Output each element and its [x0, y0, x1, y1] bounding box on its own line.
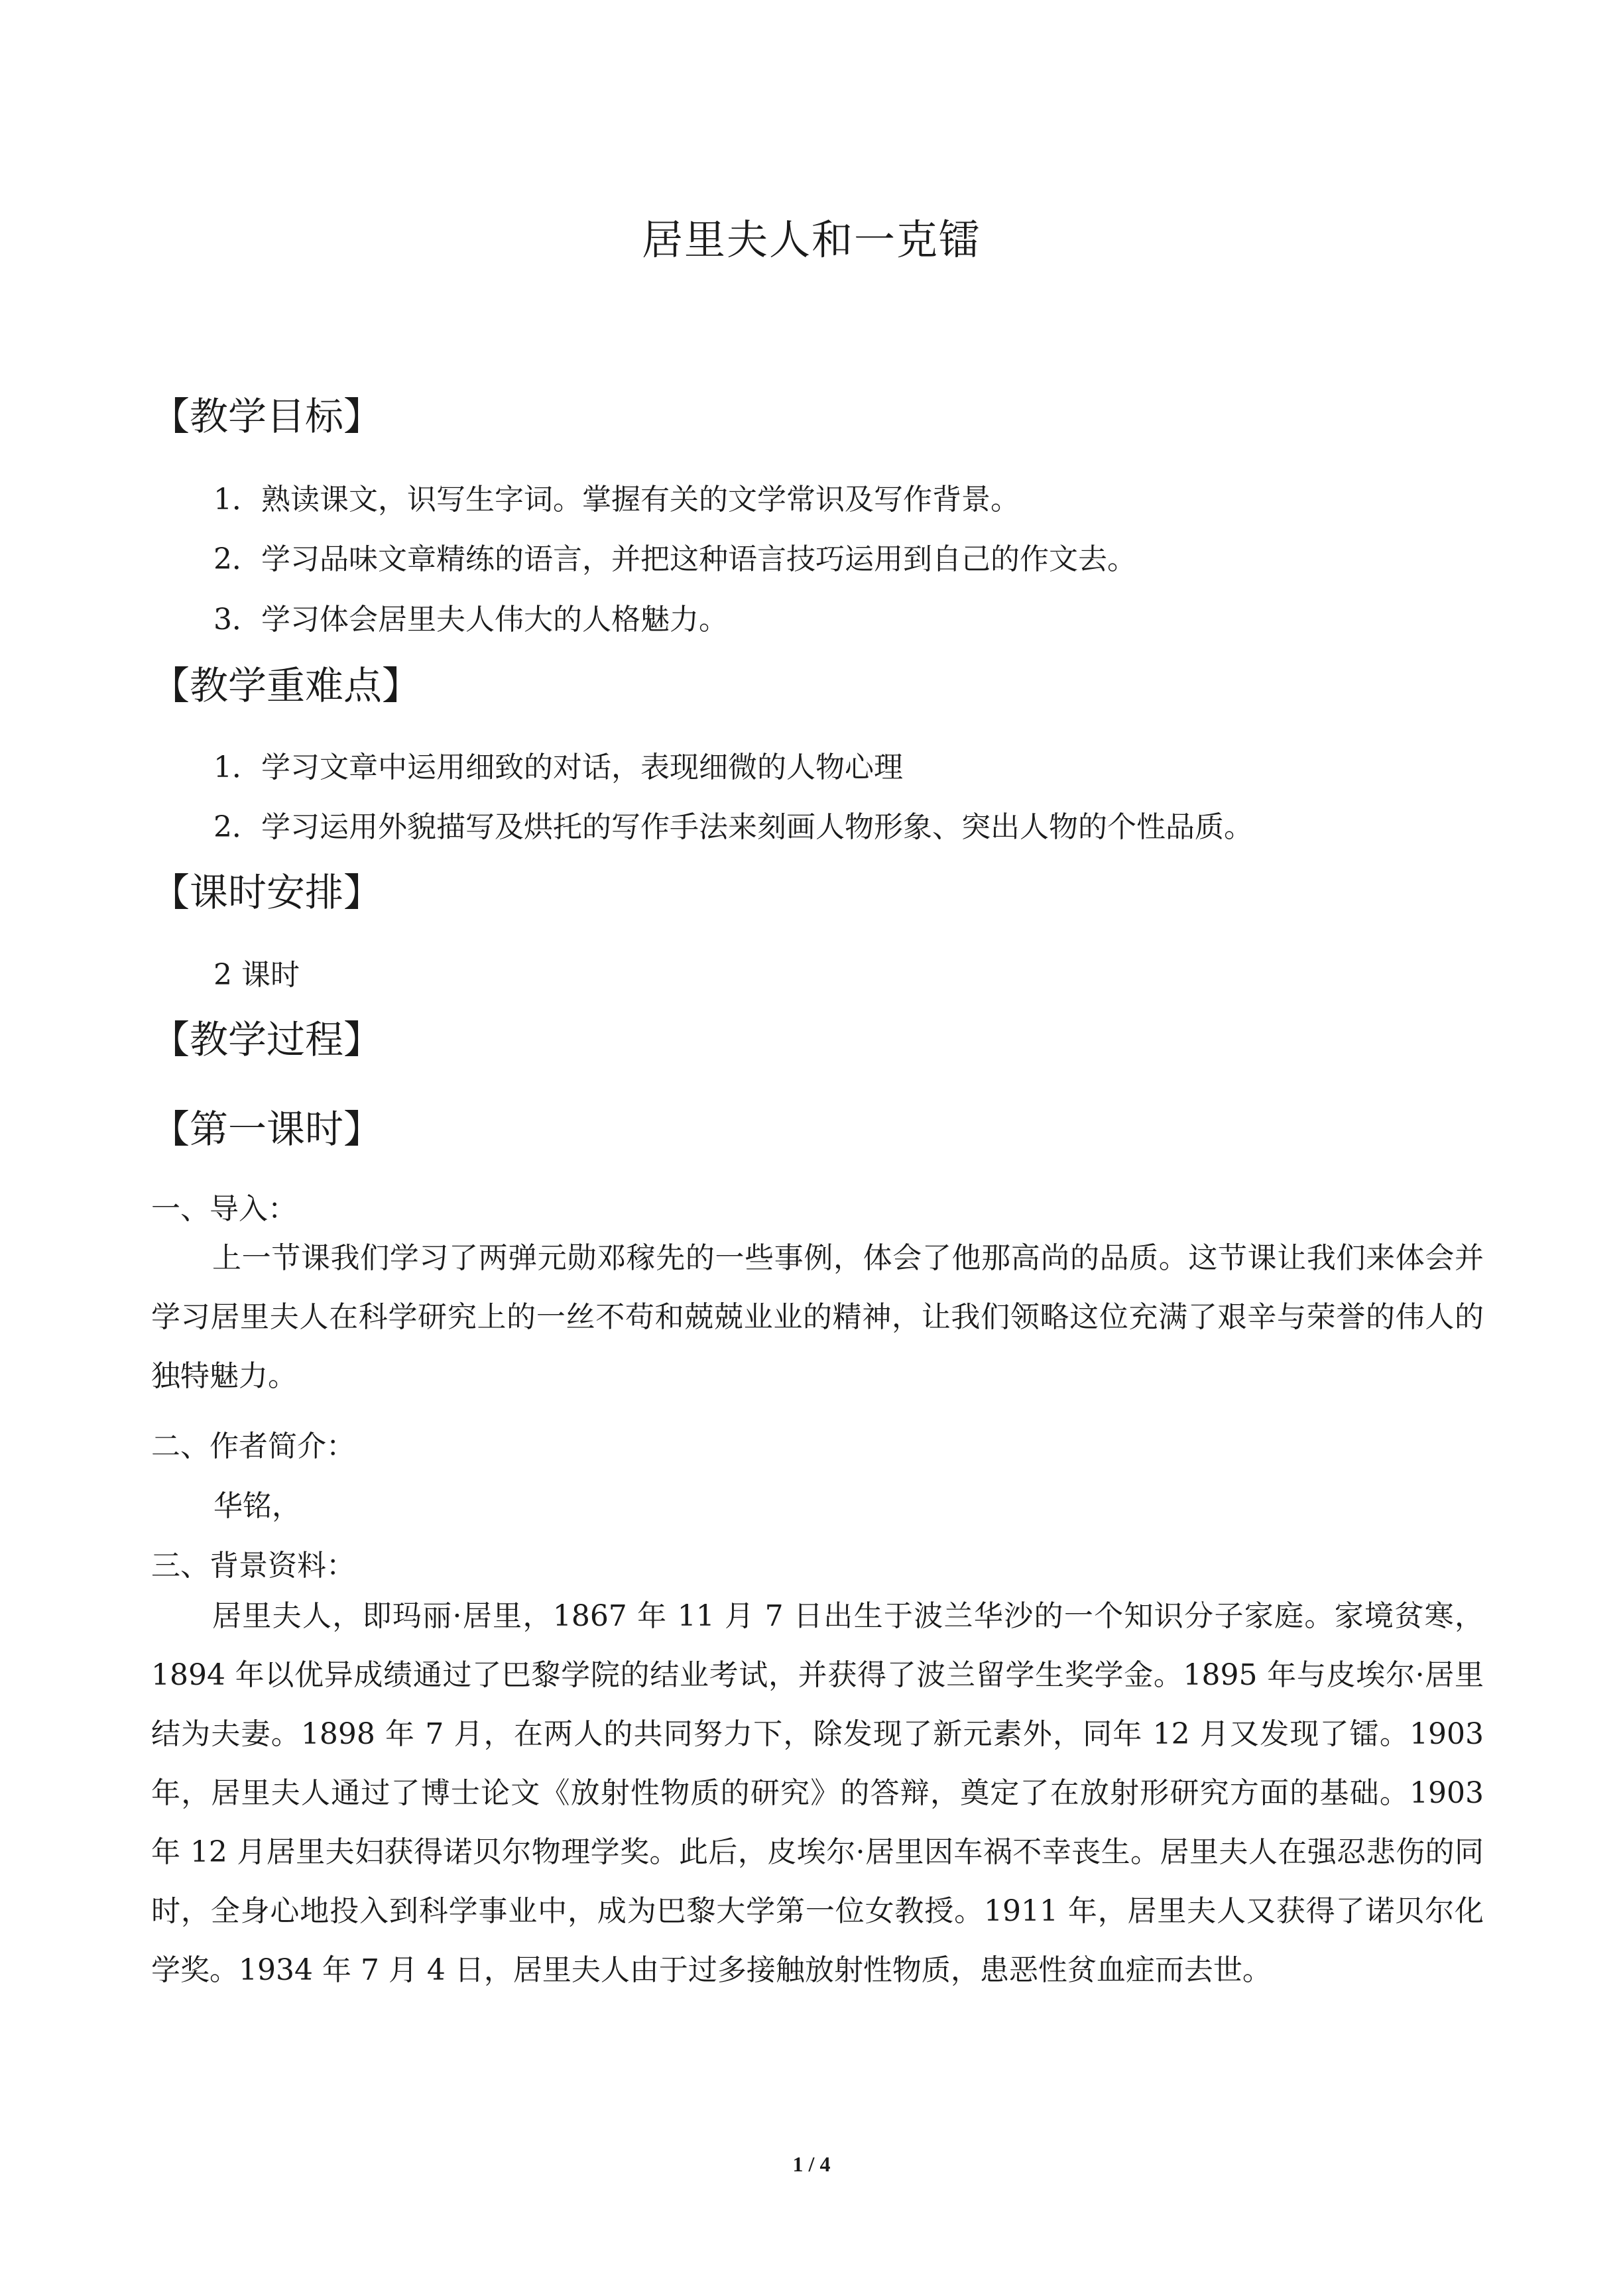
- background-label: 三、背景资料：: [151, 1549, 355, 1583]
- document-title: 居里夫人和一克镭: [641, 215, 981, 264]
- page-number: 1 / 4: [792, 2152, 831, 2176]
- keypoint-item-2: 2．学习运用外貌描写及烘托的写作手法来刻画人物形象、突出人物的个性品质。: [213, 810, 1253, 844]
- schedule-heading: 【课时安排】: [151, 870, 383, 915]
- objective-item-3: 3．学习体会居里夫人伟大的人格魅力。: [213, 603, 728, 636]
- intro-label: 一、导入：: [151, 1192, 297, 1226]
- author-text: 华铭，: [213, 1489, 301, 1523]
- lesson1-heading: 【第一课时】: [151, 1107, 383, 1152]
- background-paragraph: 居里夫人，即玛丽·居里，1867 年 11 月 7 日出生于波兰华沙的一个知识分子家庭。家境贫寒，1894 年以优异成绩通过了巴黎学院的结业考试，并获得了波兰留学生奖学金。1895 年与皮埃尔·居里结为夫妻。1898 年 7 月，在两人的共同努力下，除发现了新元素外，同年 12 月又发现了镭。1903 年，居里夫人通过了博士论文《放射性物质的研究》的答辩，奠定了在放射形研究方面的基础。1903 年 12 月居里夫妇获得诺贝尔物理学奖。此后，皮埃尔·居里因车祸不幸丧生。居里夫人在强忍悲伤的同时，全身心地投入到科学事业中，成为巴黎大学第一位女教授。1911 年，居里夫人又获得了诺贝尔化学奖。1934 年 7 月 4 日，居里夫人由于过多接触放射性物质，患恶性贫血症而去世。: [151, 1599, 1484, 1987]
- objective-item-1: 1．熟读课文，识写生字词。掌握有关的文学常识及写作背景。: [213, 483, 1020, 516]
- objectives-heading: 【教学目标】: [151, 394, 383, 439]
- intro-paragraph: 上一节课我们学习了两弹元勋邓稼先的一些事例，体会了他那高尚的品质。这节课让我们来体会并学习居里夫人在科学研究上的一丝不苟和兢兢业业的精神，让我们领略这位充满了艰辛与荣誉的伟人的独特魅力。: [151, 1241, 1484, 1393]
- schedule-text: 2 课时: [213, 958, 300, 992]
- keypoints-heading: 【教学重难点】: [151, 663, 421, 708]
- keypoint-item-1: 1．学习文章中运用细致的对话，表现细微的人物心理: [213, 751, 903, 784]
- process-heading: 【教学过程】: [151, 1017, 383, 1062]
- author-label: 二、作者简介：: [151, 1429, 355, 1463]
- objective-item-2: 2．学习品味文章精练的语言，并把这种语言技巧运用到自己的作文去。: [213, 542, 1136, 576]
